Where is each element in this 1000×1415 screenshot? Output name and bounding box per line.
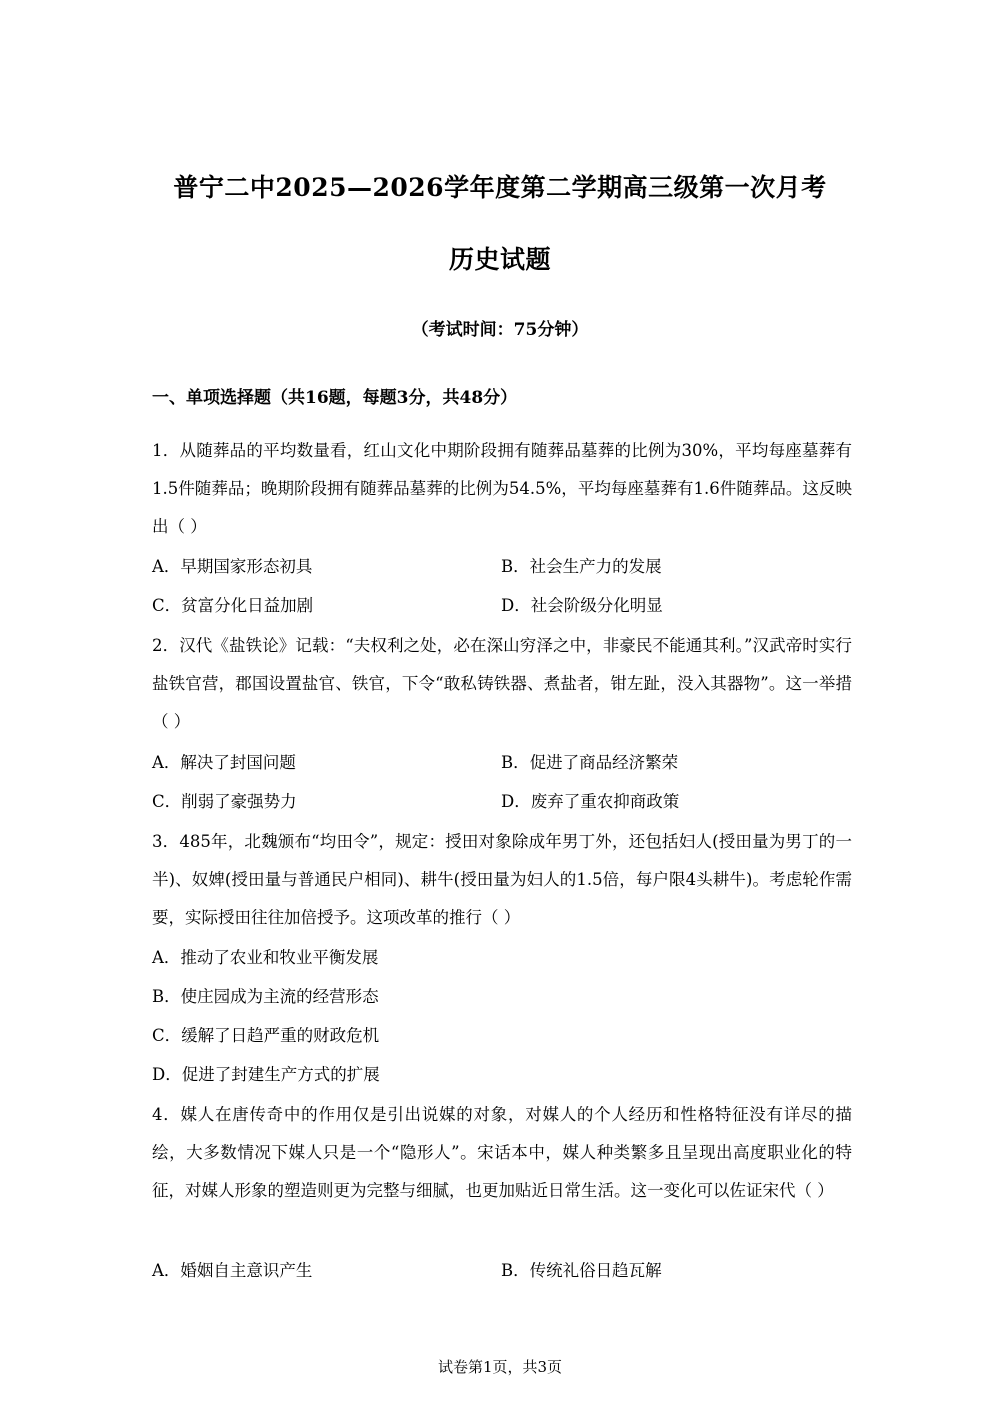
section-heading: 一、单项选择题（共16题，每题3分，共48分）	[152, 388, 518, 408]
question-3-option-a: A．推动了农业和牧业平衡发展	[152, 948, 379, 967]
question-3-option-d: D．促进了封建生产方式的扩展	[152, 1065, 380, 1084]
question-4-stem: 4．媒人在唐传奇中的作用仅是引出说媒的对象，对媒人的个人经历和性格特征没有详尽的描绘，大多数情况下媒人只是一个“隐形人”。宋话本中，媒人种类繁多且呈现出高度职业化的特征，对媒人形象的塑造则更为完整与细腻，也更加贴近日常生活。这一变化可以佐证宋代（ ）	[152, 1105, 852, 1200]
page-footer: 试卷第1页，共3页	[437, 1358, 563, 1376]
question-2-stem: 2．汉代《盐铁论》记载：“夫权利之处，必在深山穷泽之中，非豪民不能通其利。”汉武帝时实行盐铁官营，郡国设置盐官、铁官，下令“敢私铸铁器、煮盐者，钳左趾，没入其器物”。这一举措（ ）	[152, 636, 852, 731]
question-3-option-c: C．缓解了日趋严重的财政危机	[152, 1026, 380, 1045]
question-3-option-b: B．使庄园成为主流的经营形态	[152, 987, 379, 1006]
subject-title: 历史试题	[448, 245, 551, 274]
question-3-stem: 3．485年，北魏颁布“均田令”，规定：授田对象除成年男丁外，还包括妇人(授田量为男丁的一半)、奴婢(授田量与普通民户相同)、耕牛(授田量为妇人的1.5倍，每户限4头耕牛)。考虑轮作需要，实际授田往往加倍授予。这项改革的推行（ ）	[152, 832, 852, 927]
question-2-option-b: B．促进了商品经济繁荣	[501, 753, 679, 772]
question-1-option-c: C．贫富分化日益加剧	[152, 596, 314, 615]
question-2-option-d: D．废弃了重农抑商政策	[501, 792, 680, 811]
question-1-option-a: A．早期国家形态初具	[152, 557, 313, 576]
question-1-option-b: B．社会生产力的发展	[501, 557, 662, 576]
question-1-option-d: D．社会阶级分化明显	[501, 596, 663, 615]
exam-title: 普宁二中2025—2026学年度第二学期高三级第一次月考	[173, 173, 827, 202]
exam-time: （考试时间：75分钟）	[411, 320, 589, 340]
question-2-option-a: A．解决了封国问题	[152, 753, 296, 772]
question-1-stem: 1．从随葬品的平均数量看，红山文化中期阶段拥有随葬品墓葬的比例为30%，平均每座墓葬有1.5件随葬品；晚期阶段拥有随葬品墓葬的比例为54.5%，平均每座墓葬有1.6件随葬品。这反映出（ ）	[152, 441, 852, 536]
question-2-option-c: C．削弱了豪强势力	[152, 792, 297, 811]
question-4-option-b: B．传统礼俗日趋瓦解	[501, 1261, 662, 1280]
question-4-option-a: A．婚姻自主意识产生	[152, 1261, 313, 1280]
